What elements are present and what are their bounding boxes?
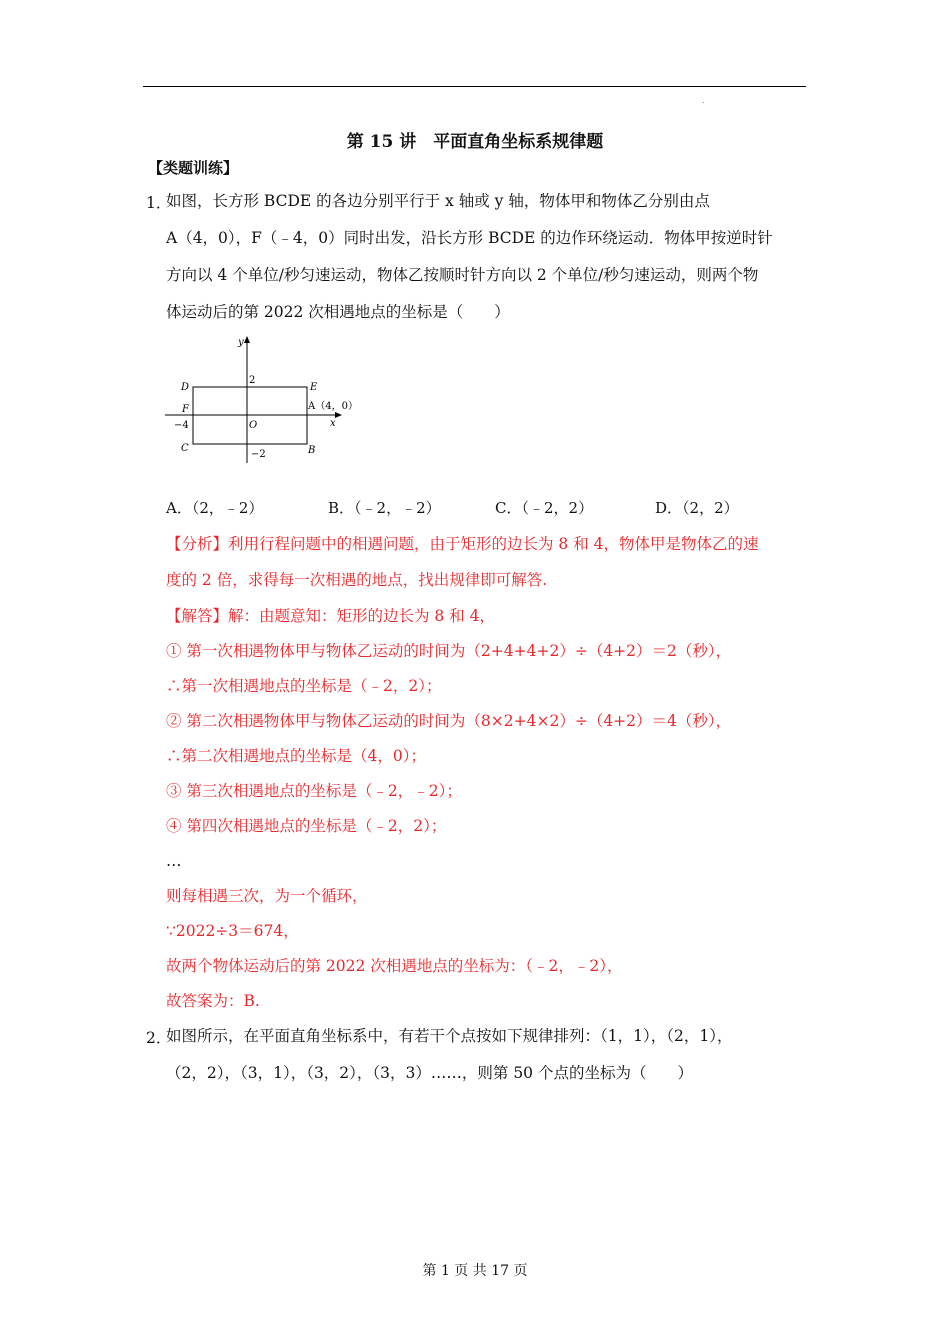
solution-line-3: ∴第一次相遇地点的坐标是（﹣2，2）； [166,677,442,695]
option-a[interactable]: A．（2，﹣2） [166,499,264,517]
tick-2: 2 [249,375,256,386]
solution-line-12: 故答案为：B. [166,992,260,1010]
label-c: C [181,443,189,454]
q2-line-2: （2，2），（3，1），（3，2），（3，3）……，则第 50 个点的坐标为（ ） [166,1064,693,1082]
solution-line-9: 则每相遇三次，为一个循环， [166,887,368,905]
solution-line-10: ∵2022÷3＝674， [166,922,299,940]
label-a: A（4，0） [308,401,358,412]
x-axis-arrow [335,412,342,418]
q1-line-4: 体运动后的第 2022 次相遇地点的坐标是（ ） [166,303,510,321]
q2-line-1: 如图所示，在平面直角坐标系中，有若干个点按如下规律排列：（1，1），（2，1）， [166,1027,733,1045]
label-origin: O [249,420,258,431]
label-d: D [181,382,190,393]
label-b: B [308,445,316,456]
solution-line-7: ④ 第四次相遇地点的坐标是（﹣2，2）； [166,817,447,835]
q2-number: 2． [146,1029,172,1047]
q1-line-3: 方向以 4 个单位/秒匀速运动，物体乙按顺时针方向以 2 个单位/秒匀速运动，则两个物 [166,266,759,284]
y-label: y [238,337,244,348]
q1-number: 1． [146,194,172,212]
section-heading: 【类题训练】 [148,159,239,177]
q1-line-1: 如图，长方形 BCDE 的各边分别平行于 x 轴或 y 轴，物体甲和物体乙分别由点 [166,192,710,210]
solution-line-2: ① 第一次相遇物体甲与物体乙运动的时间为（2+4+4+2）÷（4+2）＝2（秒）， [166,642,732,660]
header-rule [143,86,806,87]
q1-line-2: A（4，0），F（﹣4，0）同时出发，沿长方形 BCDE 的边作环绕运动．物体甲按逆时针 [166,229,773,247]
y-axis-arrow [244,336,250,343]
label-e: E [310,382,318,393]
solution-line-6: ③ 第三次相遇地点的坐标是（﹣2，﹣2）； [166,782,462,800]
solution-line-5: ∴第二次相遇地点的坐标是（4，0）； [166,747,426,765]
header-dot: . [702,96,705,105]
option-c[interactable]: C．（﹣2，2） [495,499,594,517]
option-b[interactable]: B．（﹣2，﹣2） [328,499,441,517]
analysis-line-2: 度的 2 倍，求得每一次相遇的地点，找出规律即可解答. [166,571,548,589]
analysis-line-1: 【分析】利用行程问题中的相遇问题，由于矩形的边长为 8 和 4，物体甲是物体乙的速 [166,535,759,553]
solution-line-8: … [166,852,182,870]
option-d[interactable]: D．（2，2） [655,499,739,517]
coordinate-figure [160,333,360,468]
solution-line-4: ② 第二次相遇物体甲与物体乙运动的时间为（8×2+4×2）÷（4+2）＝4（秒）， [166,712,732,730]
page-footer: 第 1 页 共 17 页 [422,1263,528,1279]
x-label: x [330,418,336,429]
tick-neg4: −4 [174,420,189,431]
solution-line-11: 故两个物体运动后的第 2022 次相遇地点的坐标为：（﹣2，﹣2）， [166,957,623,975]
tick-neg2: −2 [251,449,266,460]
page-title: 第 15 讲 平面直角坐标系规律题 [346,132,604,152]
solution-line-1: 【解答】解：由题意知：矩形的边长为 8 和 4， [166,607,496,625]
label-f: F [182,404,189,415]
